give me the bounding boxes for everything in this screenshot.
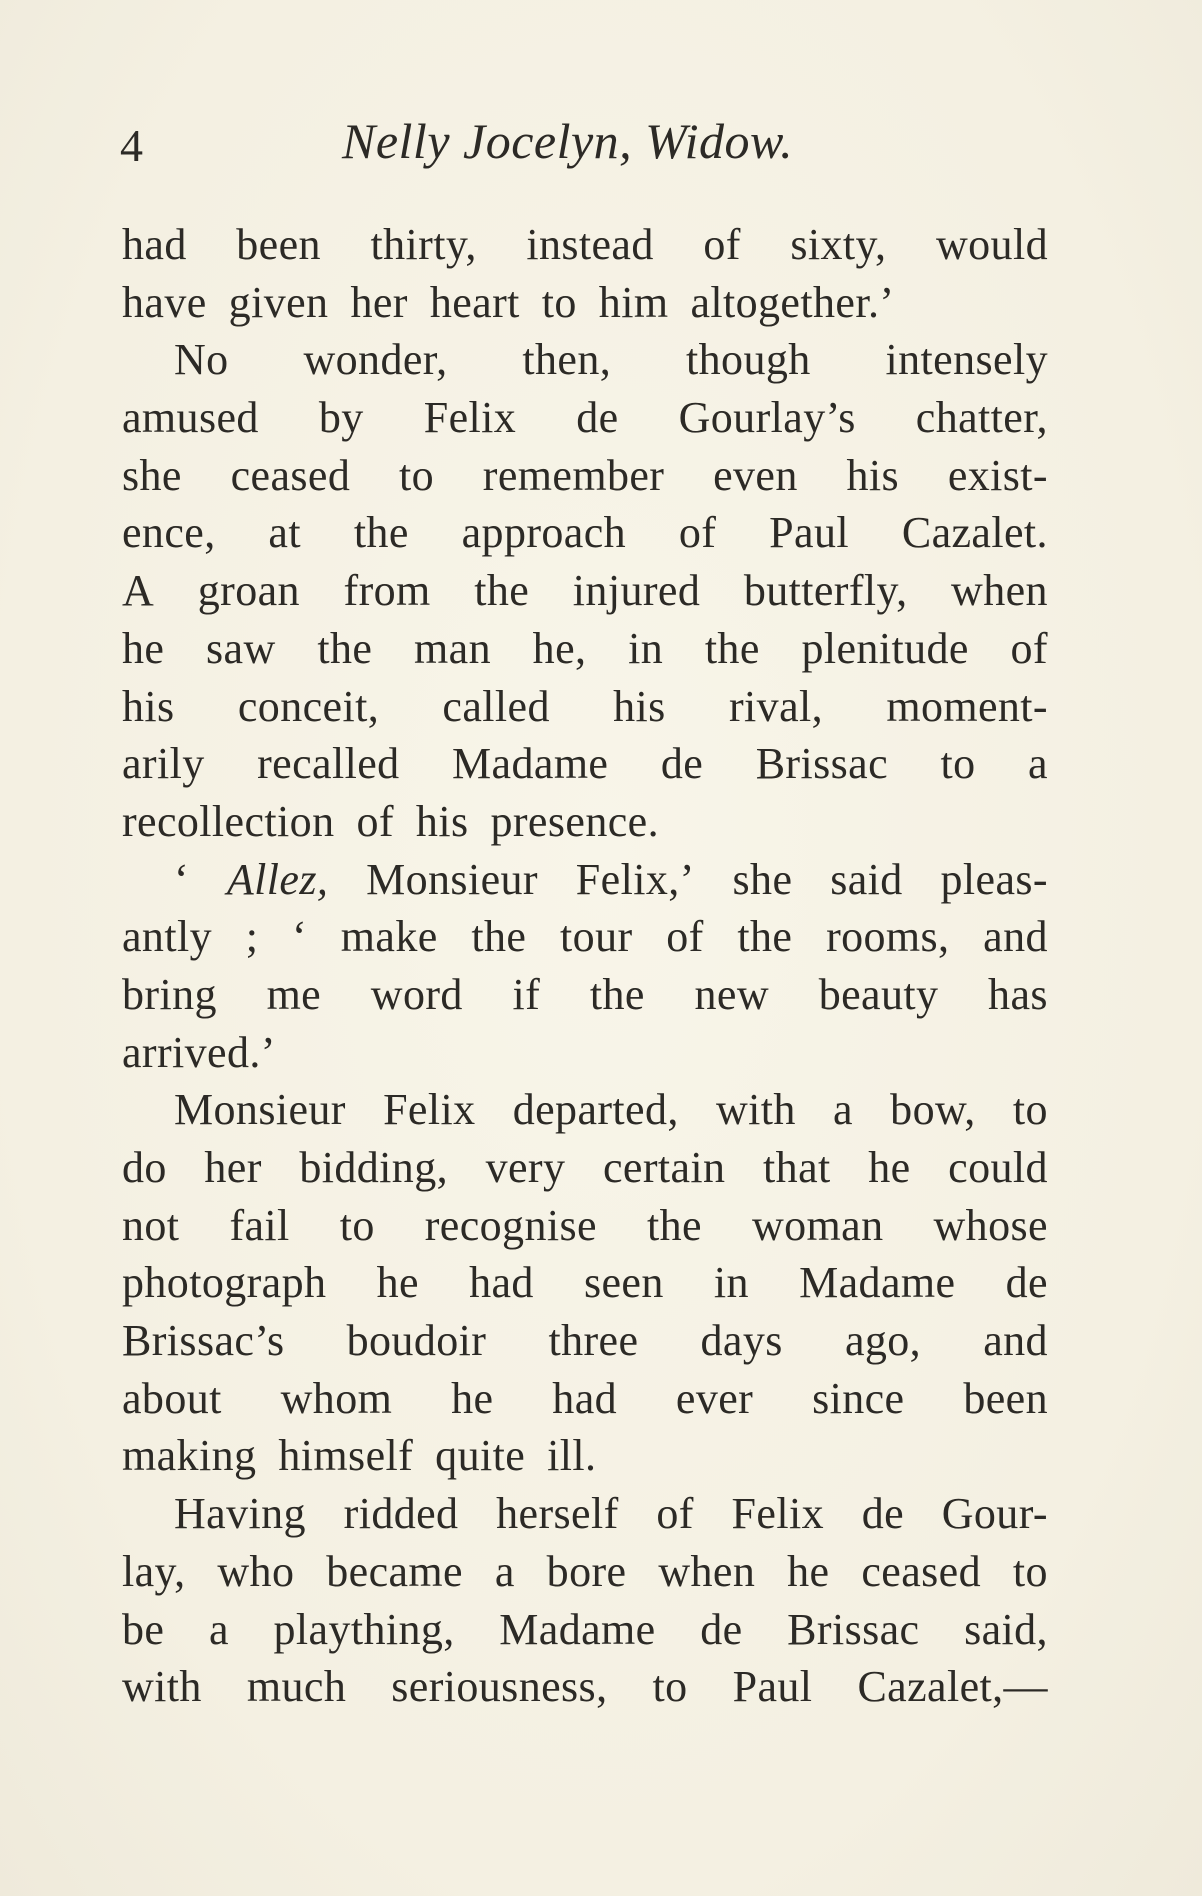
word: certain	[602, 1143, 726, 1192]
text-line	[122, 331, 1048, 389]
word: fail	[229, 1200, 290, 1250]
word: three	[548, 1316, 639, 1366]
word: he	[122, 623, 165, 673]
text-line	[122, 1601, 1048, 1659]
word: his	[415, 796, 469, 846]
word: he	[787, 1546, 830, 1596]
word: his	[846, 450, 900, 500]
word: he	[376, 1258, 419, 1308]
word: she	[732, 854, 793, 904]
word: recollection	[122, 796, 335, 846]
word: conceit,	[237, 681, 380, 731]
word: Having	[174, 1489, 306, 1539]
page-number: 4	[120, 120, 143, 171]
word: from	[343, 566, 431, 616]
word: bore	[546, 1546, 627, 1596]
running-head	[120, 112, 1060, 172]
word: of	[703, 220, 741, 269]
word: Brissac	[787, 1604, 920, 1654]
word: then,	[522, 335, 612, 385]
word: to	[1012, 1546, 1048, 1596]
word: No	[174, 335, 229, 385]
word: Allez,	[226, 854, 329, 904]
word: she	[122, 450, 182, 500]
word: presence.	[490, 796, 659, 846]
word: had	[122, 220, 187, 269]
word: woman	[751, 1200, 884, 1250]
text-line	[122, 1139, 1048, 1197]
text-line	[122, 504, 1048, 562]
word: bidding,	[299, 1143, 449, 1192]
word: a	[494, 1546, 515, 1596]
word: the	[737, 912, 793, 962]
text-line	[122, 1658, 1048, 1716]
text-line	[122, 1081, 1048, 1139]
word: Madame	[799, 1258, 956, 1308]
word: the	[471, 912, 527, 962]
word: to	[399, 450, 435, 500]
word: Madame	[452, 739, 609, 789]
word: a	[833, 1085, 853, 1135]
word: of	[678, 508, 717, 558]
word: approach	[461, 508, 627, 558]
word: said,	[964, 1604, 1048, 1654]
word: new	[694, 969, 770, 1019]
word: Cazalet.	[901, 508, 1048, 558]
word: and	[983, 1316, 1048, 1366]
word: ceased	[230, 450, 351, 500]
word: ago,	[844, 1316, 922, 1366]
word: me	[266, 969, 322, 1019]
word: himself	[278, 1431, 414, 1481]
word: ridded	[343, 1489, 459, 1539]
word: not	[122, 1200, 180, 1250]
word: pleas-	[940, 854, 1048, 904]
word: A	[122, 566, 155, 616]
text-line	[122, 1543, 1048, 1601]
word: Monsieur	[366, 854, 538, 904]
word: seen	[583, 1258, 664, 1308]
text-line	[122, 1485, 1048, 1543]
word: could	[948, 1143, 1048, 1192]
word: the	[353, 508, 409, 558]
word: with	[122, 1662, 202, 1712]
word: has	[988, 969, 1048, 1019]
word: that	[763, 1143, 831, 1192]
word: wonder,	[303, 335, 448, 385]
word: arrived.’	[122, 1027, 276, 1077]
text-line	[122, 1312, 1048, 1370]
word: the	[474, 566, 530, 616]
word: Felix	[383, 1085, 476, 1135]
word: groan	[197, 566, 300, 616]
word: de	[1005, 1258, 1048, 1308]
word: Madame	[499, 1604, 656, 1654]
word: became	[326, 1546, 463, 1596]
word: a	[208, 1604, 229, 1654]
word: would	[935, 220, 1048, 269]
word: recalled	[257, 739, 400, 789]
text-line	[122, 274, 1048, 332]
word: thirty,	[370, 220, 477, 269]
word: saw	[206, 623, 276, 673]
word: chatter,	[915, 393, 1048, 443]
text-line	[122, 562, 1048, 620]
word: her	[350, 277, 408, 327]
word: rooms,	[826, 912, 950, 962]
word: in	[628, 623, 664, 673]
text-line	[122, 1427, 1048, 1485]
word: tour	[560, 912, 633, 962]
word: her	[204, 1143, 262, 1192]
word: exist-	[947, 450, 1048, 500]
word: by	[318, 393, 364, 443]
word: rival,	[729, 681, 824, 731]
word: he,	[532, 623, 587, 673]
word: at	[268, 508, 301, 558]
word: of	[1010, 623, 1048, 673]
text-line	[122, 620, 1048, 678]
word: who	[217, 1546, 295, 1596]
word: when	[658, 1546, 756, 1596]
word: though	[686, 335, 811, 385]
text-line	[122, 678, 1048, 736]
word: been	[963, 1373, 1048, 1423]
word: butterfly,	[743, 566, 908, 616]
word: have	[122, 277, 207, 327]
word: herself	[496, 1489, 619, 1539]
word: making	[122, 1431, 257, 1481]
word: to	[652, 1662, 688, 1712]
word: recognise	[424, 1200, 597, 1250]
word: moment-	[886, 681, 1048, 731]
word: plenitude	[801, 623, 969, 673]
word: be	[122, 1604, 165, 1654]
word: ‘	[292, 912, 308, 962]
word: Felix	[423, 393, 517, 443]
book-title: Nelly Jocelyn, Widow.	[342, 113, 794, 169]
word: his	[613, 681, 666, 731]
word: do	[122, 1143, 167, 1192]
word: Gourlay’s	[678, 393, 856, 443]
text-line	[122, 389, 1048, 447]
word: if	[512, 969, 541, 1019]
word: de	[660, 739, 704, 789]
word: arily	[122, 739, 205, 789]
word: when	[951, 566, 1048, 616]
word: to	[940, 739, 976, 789]
word: word	[370, 969, 463, 1019]
word: intensely	[885, 335, 1048, 385]
word: antly	[122, 912, 212, 962]
word: called	[442, 681, 550, 731]
word: him	[598, 277, 669, 327]
text-line	[122, 966, 1048, 1024]
word: the	[704, 623, 760, 673]
word: altogether.’	[690, 277, 895, 327]
word: Cazalet,—	[857, 1662, 1048, 1712]
word: heart	[429, 277, 520, 327]
word: instead	[526, 220, 654, 269]
text-line	[122, 447, 1048, 505]
word: beauty	[818, 969, 939, 1019]
text-line	[122, 216, 1048, 274]
word: ceased	[861, 1546, 981, 1596]
word: about	[122, 1373, 222, 1423]
text-line	[122, 908, 1048, 966]
word: de	[861, 1489, 905, 1539]
word: whom	[280, 1373, 393, 1423]
word: ;	[245, 912, 259, 962]
word: de	[576, 393, 619, 443]
word: to	[1012, 1085, 1048, 1135]
word: ence,	[122, 508, 216, 558]
text-line	[122, 1254, 1048, 1312]
word: of	[356, 796, 394, 846]
word: Gour-	[941, 1489, 1048, 1539]
word: departed,	[512, 1085, 679, 1135]
word: seriousness,	[391, 1662, 608, 1712]
text-line	[122, 793, 1048, 851]
word: bring	[122, 969, 217, 1019]
word: the	[646, 1200, 702, 1250]
word: remember	[482, 450, 665, 500]
word: been	[236, 220, 321, 269]
word: he	[868, 1143, 911, 1192]
word: make	[340, 912, 438, 962]
word: Brissac’s	[122, 1316, 285, 1366]
word: days	[700, 1316, 783, 1366]
word: had	[469, 1258, 534, 1308]
word: given	[228, 277, 329, 327]
word: ill.	[547, 1431, 597, 1481]
word: Paul	[732, 1662, 813, 1712]
word: of	[656, 1489, 694, 1539]
word: quite	[435, 1431, 526, 1481]
word: ‘	[174, 854, 190, 904]
word: even	[713, 450, 798, 500]
word: and	[983, 912, 1048, 962]
word: to	[339, 1200, 375, 1250]
body-text	[122, 216, 1048, 1716]
word: a	[1028, 739, 1048, 789]
word: ever	[675, 1373, 754, 1423]
word: said	[830, 854, 903, 904]
word: in	[713, 1258, 749, 1308]
text-line	[122, 851, 1048, 909]
word: since	[812, 1373, 905, 1423]
word: bow,	[890, 1085, 976, 1135]
word: lay,	[122, 1546, 186, 1596]
word: photograph	[122, 1258, 327, 1308]
text-line	[122, 1024, 1048, 1082]
word: his	[122, 681, 175, 731]
word: injured	[572, 566, 701, 616]
word: the	[589, 969, 645, 1019]
word: Felix,’	[575, 854, 695, 904]
word: very	[485, 1143, 566, 1192]
text-line	[122, 735, 1048, 793]
word: he	[451, 1373, 494, 1423]
text-line	[122, 1370, 1048, 1428]
word: Brissac	[755, 739, 889, 789]
word: Paul	[769, 508, 849, 558]
text-line	[122, 1197, 1048, 1255]
word: whose	[933, 1200, 1048, 1250]
word: with	[716, 1085, 796, 1135]
word: man	[414, 623, 491, 673]
word: amused	[122, 393, 259, 443]
word: to	[541, 277, 577, 327]
word: much	[246, 1662, 347, 1712]
word: Felix	[731, 1489, 824, 1539]
word: sixty,	[790, 220, 887, 269]
word: Monsieur	[174, 1085, 346, 1135]
word: of	[666, 912, 704, 962]
word: the	[317, 623, 373, 673]
word: plaything,	[273, 1604, 455, 1654]
word: had	[552, 1373, 618, 1423]
word: de	[700, 1604, 743, 1654]
word: boudoir	[346, 1316, 487, 1366]
